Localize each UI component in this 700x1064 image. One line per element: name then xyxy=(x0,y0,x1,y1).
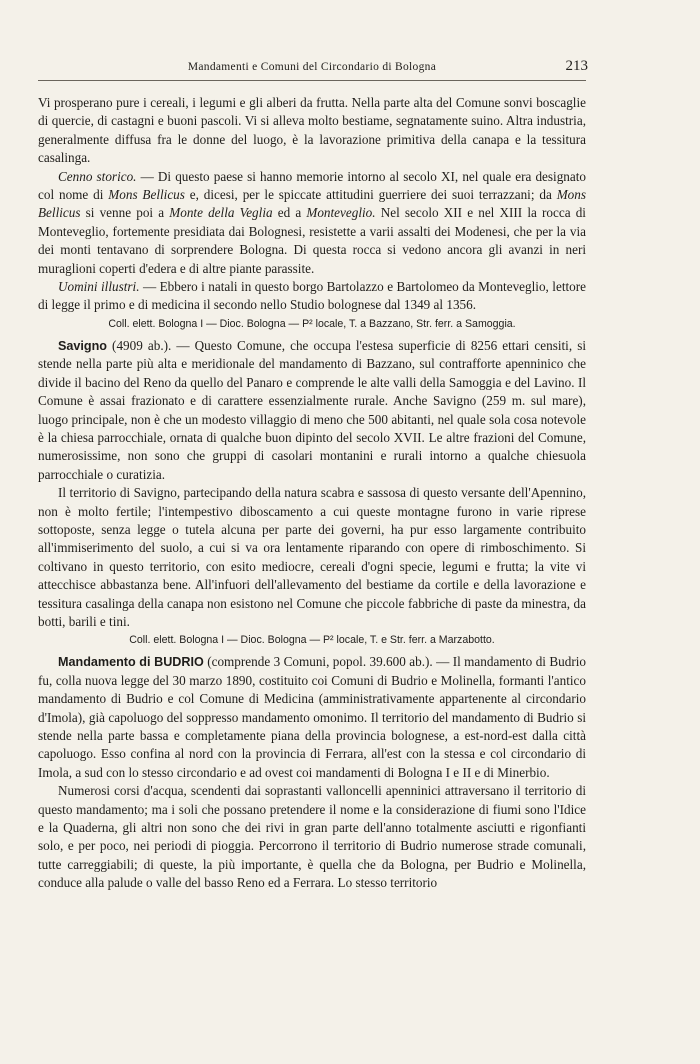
paragraph-savigno-territory: Il territorio di Savigno, partecipando della natura scabra e sassosa di questo versante dell'Apennino, non è molto fertile; l'intempestivo diboscamento a cui queste montagne furono in varie riprese sottoposte, senza legge o tutela alcuna per parte dei governi, ha pur esso largamente contribuito all'immiserimento del suolo, a cui si va ora lentamente riparando con opere di rimboschimento. Si coltivano in questo territorio, con esito mediocre, cereali d'ogni specie, legumi e frutta; la vite vi attecchisce abbastanza bene. All'infuori dell'allevamento del bestiame da cortile e della lavorazione e tessitura casalinga della canapa non esistono nel Comune che piccole fabbriche di paste da minestra, da botti, barili e tini. xyxy=(38,485,586,629)
entry-name-savigno: Savigno xyxy=(58,338,107,353)
paragraph-savigno: Savigno (4909 ab.). — Questo Comune, che occupa l'estesa superficie di 8256 ettari censiti, si stende nella parte più alta e meridionale del mandamento di Bazzano, sul contrafforte apenninico che divide il bacino del Reno da quello del Panaro e comprende le alte valli della Samoggia e del Lavino. Il Comune è assai frazionato e di carattere essenzialmente rurale. Anche Savigno (259 m. sul mare), luogo principale, non è che un modesto villaggio di meno che 500 abitanti, nel quale sola cosa notevole è la chiesa parrocchiale, ornata di qualche buon dipinto del secolo XVII. Le altre frazioni del Comune, numerosissime, non sono che gruppi di casolari montanini e rurali intorno a qualche chiesuola parrocchiale o curatizia. xyxy=(38,337,586,482)
illustrious-label: Uomini illustri. xyxy=(58,279,140,295)
history-label: Cenno storico. xyxy=(58,168,137,184)
header-rule xyxy=(38,80,586,81)
paragraph-agriculture: Vi prosperano pure i cereali, i legumi e gli alberi da frutta. Nella parte alta del Comune sonvi boscaglie di quercie, di castagni e buoni pascoli. Vi si alleva molto bestiame, segnatamente suino. Altra industria, generalmente diffusa fra le donne del luogo, è la lavorazione primitiva della canapa e la tessitura casalinga. xyxy=(38,95,586,166)
electoral-note-savigno: Coll. elett. Bologna I — Dioc. Bologna — P² locale, T. e Str. ferr. a Marzabotto. xyxy=(129,634,495,647)
page-number: 213 xyxy=(565,58,588,74)
paragraph-illustrious-men: Uomini illustri. — Ebbero i natali in questo borgo Bartolazzo e Bartolomeo da Monteveglio, lettore di legge il primo e di medicina il secondo nello Studio bolognese dal 1349 al 1356. xyxy=(38,279,586,313)
paragraph-budrio-rivers: Numerosi corsi d'acqua, scendenti dai soprastanti valloncelli apenninici attraversano il territorio di questo mandamento; ma i soli che possano pretendere il nome e la considerazione di fiumi sono l'Idice e la Quaderna, gli altri non sono che dei rivi in gran parte dell'anno totalmente asciutti e rigonfianti solo, e per poco, nei periodi di pioggia. Percorrono il territorio di Budrio numerose strade comunali, tutte carreggiabili; di queste, la più importante, è quella che da Bologna, per Budrio e Molinella, conduce alla palude o valle del basso Reno ed a Ferrara. Lo stesso territorio xyxy=(38,783,586,891)
paragraph-history: Cenno storico. — Di questo paese si hanno memorie intorno al secolo XI, nel quale era designato col nome di Mons Bellicus e, dicesi, per le spiccate attitudini guerriere dei suoi terrazzani; da Mons Bellicus si venne poi a Monte della Veglia ed a Monteveglio. Nel secolo XII e nel XIII la rocca di Monteveglio, fortemente presidiata dai Bolognesi, resistette a varii assalti dei Modenesi, che per la via dei monti tentavano di sorprendere Bologna. Di questa rocca si vedono ancora gli avanzi in neri muraglioni coperti d'edera e di altre piante parassite. xyxy=(38,168,586,276)
running-header xyxy=(38,58,586,78)
entry-name-budrio: Mandamento di BUDRIO xyxy=(58,655,204,670)
running-title: Mandamenti e Comuni del Circondario di Bologna xyxy=(187,61,437,73)
page-body xyxy=(38,94,586,893)
paragraph-budrio: Mandamento di BUDRIO (comprende 3 Comuni, popol. 39.600 ab.). — Il mandamento di Budrio fu, colla nuova legge del 30 marzo 1890, costituito coi Comuni di Budrio e Molinella, formanti l'antico mandamento di Budrio e col Comune di Medicina (amministrativamente appartenente al circondario d'Imola), già capoluogo del soppresso mandamento omonimo. Il territorio del mandamento di Budrio si stende nella parte bassa e completamente piana della provincia bolognese, a est-nord-est dalla città capoluogo. Esso confina al nord con la provincia di Ferrara, all'est con la stessa e col circondario di Imola, a sud con lo stesso circondario e ad ovest coi mandamenti di Bologna I e II e di Minerbio. xyxy=(38,654,587,780)
electoral-note-monteveglio: Coll. elett. Bologna I — Dioc. Bologna — P² locale, T. a Bazzano, Str. ferr. a Samoggia. xyxy=(108,317,516,330)
